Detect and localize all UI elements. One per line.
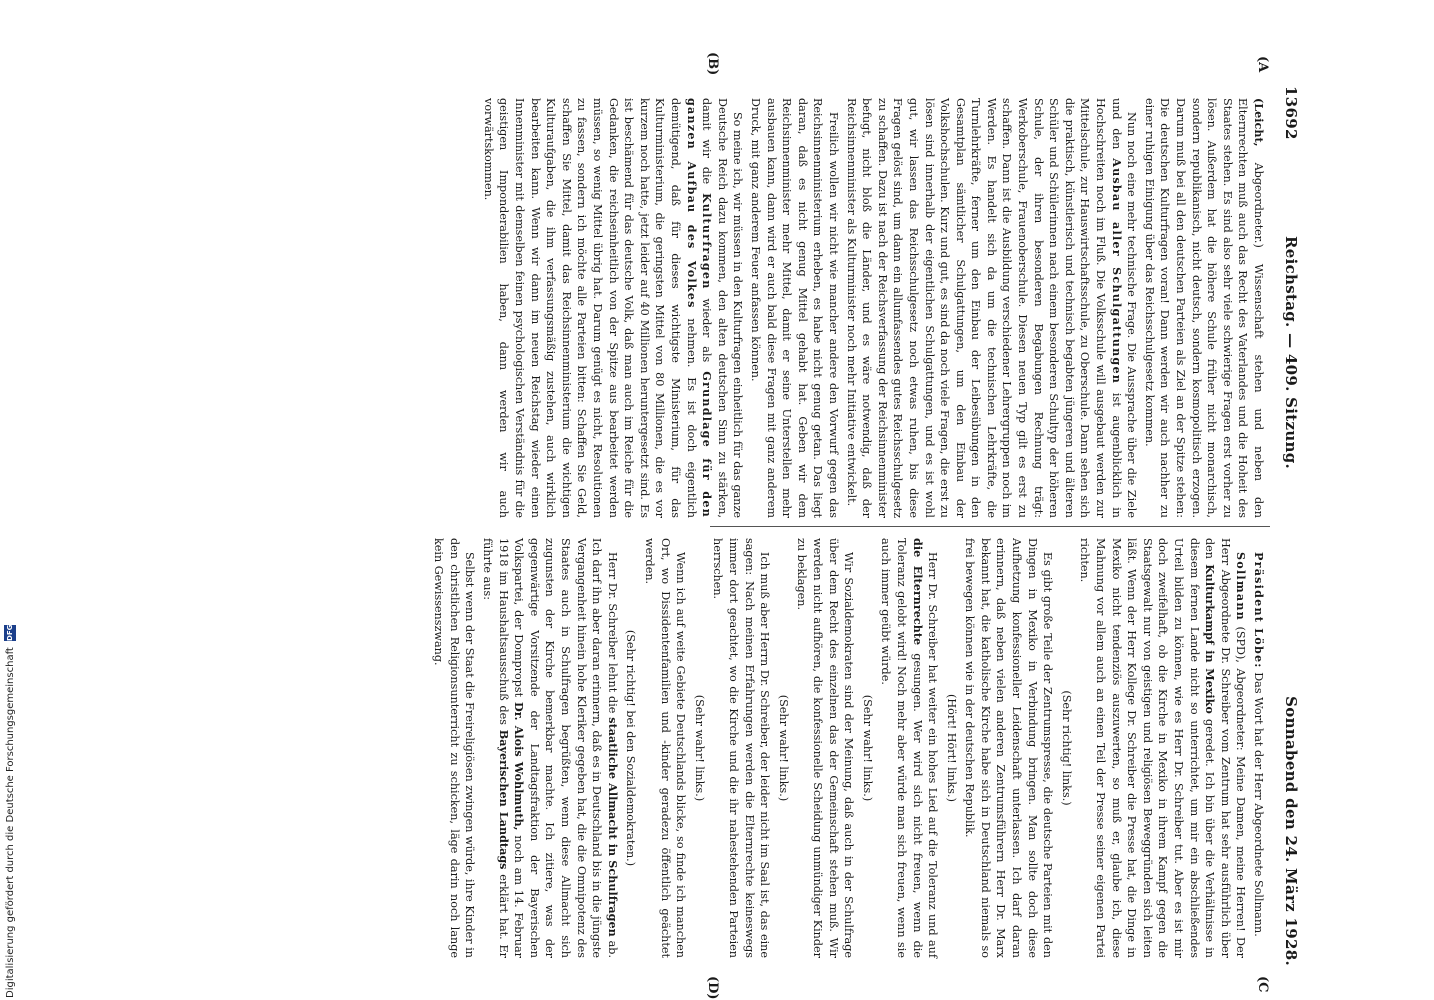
paragraph [641, 538, 688, 958]
interjection: (Sehr richtig! bei den Sozialdemokraten.) [624, 629, 638, 867]
right-column [429, 538, 1266, 958]
paragraph-text: Wenn ich auf weite Gebiete Deutschlands blicke, so finde ich manchen Ort, wo Dissidentenfamilien und -kinder geradezu öffentlich geächtet werden. [643, 538, 688, 958]
interjection: (Sehr wahr! links.) [776, 694, 790, 802]
paragraph-text: Es gibt große Teile der Zentrumspresse, die deutsche Parteien mit den Dingen in Mexiko in Verbindung bringen. Man sollte doch diese Aufhetzung konfessioneller Leidenschaft unterlassen. Ich darf daran erinnern, daß neben vielen anderen Zentrumsführern Herr Dr. Marx bekannt hat, die katholische Kirche habe sich in Deutschland niemals so frei bewegen können wie in der deutschen Republik. [963, 538, 1055, 958]
paragraph [794, 538, 856, 958]
margin-mark-d: (D) [705, 976, 720, 1000]
margin-mark-c: (C [1255, 976, 1270, 993]
paragraph [878, 538, 940, 958]
page-header [1274, 86, 1300, 966]
paragraph [480, 538, 620, 958]
paragraph-text: Selbst wenn der Staat die Freireligiösen zwingen würde, ihre Kinder in den christlichen Religionsunterricht zu schicken, läge darin noch lange kein Gewissenszwang. [432, 538, 477, 958]
paragraph-text: erklärt hat. Er führte aus: [481, 538, 510, 959]
paragraph [1250, 538, 1266, 958]
paragraph-text: Herr Dr. Schreiber lehnt die [605, 552, 619, 714]
interjection: (Sehr wahr! links.) [692, 694, 706, 802]
margin-mark-a: (A [1255, 56, 1270, 73]
speaker-name: Sollmann [1234, 552, 1249, 621]
paragraph-text: Das Wort hat der Herr Abgeordnete Sollmann. [1252, 672, 1265, 937]
paragraph-text: Wir Sozialdemokraten sind der Meinung, daß auch in der Schulfrage über dem Recht des einzelnen das der Gemeinschaft stehen muß. Wir werden nicht aufhören, die konfessionelle Scheidung unmündiger Kinder zu beklagen. [795, 538, 856, 958]
paragraph-text: Wissenschaft stehen und neben den Elternrechten muß auch das Recht des Vaterlandes und die Hoheit des Staates stehen. Es sind also sehr viele schwierige Fragen erst vorher zu lösen. Außerdem hat die höhere Schule früher nicht monarchisch, sondern republikanisch, nicht deutsch, sondern kosmopolitisch erzogen. Darum muß bei all den deutschen Parteien als Ziel an der Spitze stehen: Die deutschen Kulturfragen voran! Dann werden wir auch nachher zu einer ruhigen Einigung über das Reichsschulgesetz kommen. [1142, 98, 1265, 519]
paragraph [747, 98, 841, 518]
speaker-name: (Leicht, [1252, 98, 1266, 147]
paragraph [843, 98, 1139, 518]
column-divider [710, 526, 1270, 527]
speaker-name: Präsident Löbe: [1252, 552, 1266, 669]
session-title: Reichstag. — 409. Sitzung. [1282, 236, 1300, 470]
emphasis: Kulturfragen [700, 193, 715, 290]
paragraph-text: (SPD), Abgeordneter: Meine Damen, meine Herren! Der Herr Abgeordnete Dr. Schreiber vom Zentrum hat sehr ausführlich über den [1203, 538, 1248, 958]
emphasis: die Elternrechte [910, 538, 925, 646]
left-column [478, 98, 1266, 518]
quotation [431, 538, 478, 958]
side-note-line [4, 578, 18, 998]
speaker-role: Abgeordneter.) [1252, 162, 1265, 248]
paragraph-text: Freilich wollen wir nicht wie mancher andere den Vorwurf gegen das Reichsinnenministerium erheben, es habe nicht genug getan. Das liegt daran, daß es nicht genug Mittel gehabt hat. Geben wir dem Reichsinnenminister mehr Mittel, damit er seine Unterstellen mehr ausbauen kann, dann wird er auch bald diese Fragen mit ganz anderem Druck, mit ganz anderem Feuer anfassen können. [749, 98, 840, 518]
paragraph [1141, 98, 1266, 518]
paragraph [1077, 538, 1249, 958]
dfg-logo: DFG [6, 624, 14, 641]
digitization-credit: Digitalisierung gefördert durch die Deutsche Forschungsgemeinschaft [5, 647, 16, 998]
emphasis: Grundlage für den ganzen Aufbau des Volkes [684, 98, 715, 518]
paragraph-text: wieder als [700, 298, 714, 363]
paragraph-text: Ich muß aber Herrn Dr. Schreiber, der leider nicht im Saal ist, das eine sagen: Nach meinen Erfahrungen werden die Elternrechte keineswegs immer dort geachtet, wo die Kirche und die ihr nahestehenden Parteien herrschen. [711, 538, 772, 958]
margin-mark-b: (B) [705, 52, 720, 76]
paragraph-text: Nun noch eine mehr technische Frage. Die Aussprache über die Ziele und den [1109, 98, 1139, 518]
interjection: (Sehr wahr! links.) [860, 694, 874, 802]
paragraph-text: So meine ich, wir müssen in den Kulturfragen einheitlich für das ganze Deutsche Reich dazu kommen, den alten deutschen Sinn zu stärken, damit wir die [700, 98, 745, 518]
emphasis: Ausbau aller Schulgattungen [1109, 158, 1124, 385]
paragraph-text: noch am 14. Februar 1918 im Haushaltsausschuß des [496, 538, 526, 959]
paragraph [962, 538, 1056, 958]
paragraph-text: ist augenblicklich in Hochschreiten noch im Fluß. Die Volksschule will ausgebaut werden zur Mittelschule, zur Hauswirtschaftsschule, zu Oberschule. Dann sehen sich die praktisch, künstlerisch und technisch begabten jüngeren und älteren Schüler und Schülerinnen nach einem besonderen Schultyp der höheren Schule, der ihren besonderen Begabungen Rechnung trägt: Werkoberschule, Frauenoberschule. Diesen neuen Typ gilt es erst zu schaffen. Dann ist die Ausbildung verschiedener Lehrergruppen noch im Werden. Es handelt sich da um die technischen Lehrkräfte, die Turnlehrkräfte, ferner um den Einbau der Leibesübungen in den Gesamtplan sämtlicher Schulgattungen, um den Einbau der Volkshochschulen. Kurz und gut, es sind da noch viele Fragen, die erst zu lösen sind innerhalb der eigentlichen Schulgattungen, und es ist wohl gut, wir lassen das Reichsschulgesetz noch etwas ruhen, bis diese Fragen gelöst sind, um dann ein allumfassendes gutes Reichsschulgesetz zu schaffen. Dazu ist nach der Reichsverfassung der Reichsinnenminister befugt, nicht bloß die Länder, und es wäre notwendig, daß der Reichsinnenminister als Kulturminister noch mehr Initiative entwickelt. [844, 98, 1123, 518]
interjection: (Sehr richtig! links.) [1059, 690, 1073, 806]
emphasis: Dr. Alois Wohlmuth, [512, 702, 527, 831]
emphasis: staatliche Allmacht in Schulfragen [605, 717, 620, 937]
paragraph [710, 538, 772, 958]
page-number: 13692 [1282, 86, 1300, 140]
rotated-page-content [100, 52, 1300, 1000]
session-date: Sonnabend den 24. März 1928. [1282, 696, 1300, 966]
paragraph-text: nehmen. Es ist doch eigentlich demütigend, daß für dieses wichtigste Ministerium, für das Kulturministerium, die geringsten Mittel von 80 Millionen, die es vor kurzem noch hatte, jetzt leider auf 40 Millionen heruntergesetzt sind. Es ist beschämend für das deutsche Volk, daß man auch im Reiche für die Gedanken, die reichseinheitlich von der Spitze aus bearbeitet werden müssen, so wenig Mittel übrig hat. Darum genügt es nicht, Resolutionen zu fassen, sondern ich möchte alle Parteien bitten: Schaffen Sie Geld, schaffen Sie Mittel, damit das Reichsinnenministerium die wichtigen Kulturaufgaben, die ihm verfassungsmäßig zustehen, auch wirklich bearbeiten kann. Wenn wir dann im neuen Reichstag wieder einen Innenminister mit demselben feinen psychologischen Verständnis für die geistigen Imponderabilien haben, dann werden wir auch vorwärtskommen. [481, 98, 698, 518]
emphasis: Bayerischen Landtags [496, 729, 511, 870]
paragraph-text: ab. Ich darf ihn aber daran erinnern, daß es in Deutschland bis in die jüngste Vergangenheit hinein hohe Kleriker gegeben hat, die die Omnipotenz des Staates auch in Schulfragen begrüßten, wenn diese Allmacht sich zugunsten der Kirche bemerkbar machte. Ich zitiere, was der gegenwärtige Vorsitzende der Landtagsfraktion der Bayerischen Volkspartei, der Dompropst [512, 538, 619, 958]
paragraph [480, 98, 745, 518]
interjection: (Hört! Hört! links.) [944, 694, 958, 802]
paragraph-text: geredet. Ich bin über die Verhältnisse in diesem fernen Lande nicht so unterrichtet, um mir ein abschließendes Urteil bilden zu können, wie es Herr Dr. Schreiber tut. Aber es ist mir doch zweifelhaft, ob die Kirche in Mexiko in ihrem Kampf gegen die Staatsgewalt nur von geistigen und religiösen Beweggründen sich leiten läßt. Wenn der Herr Kollege Dr. Schreiber die Presse hat, die Dinge in Mexiko nicht tendenziös auszuwerten, so muß er, glaube ich, diese Mahnung vor allem auch an einen Teil der Presse seiner eigenen Partei richten. [1078, 538, 1217, 959]
paragraph-text: gesungen. Wer wird sich nicht freuen, wenn die Toleranz gelobt wird! Noch mehr aber würde man sich freuen, wenn sie auch immer geübt würde. [879, 538, 924, 959]
paragraph-text: Herr Dr. Schreiber hat weiter ein hohes Lied auf die Toleranz und auf [926, 552, 940, 958]
emphasis: Kulturkampf in Mexiko [1203, 564, 1218, 714]
